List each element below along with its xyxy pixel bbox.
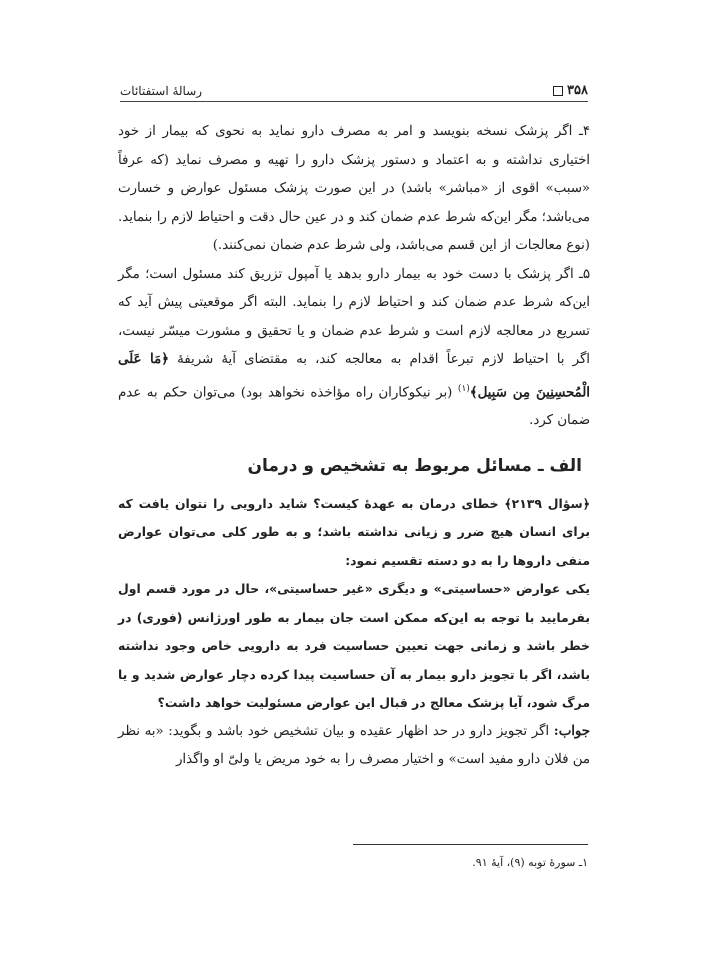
- square-icon: [553, 86, 563, 96]
- footnote-marker: (۱): [457, 383, 470, 394]
- answer-text: اگر تجویز دارو در حد اظهار عقیده و بیان تشخیص خود باشد و بگوید: «به نظر من فلان دارو مفید است» و اختیار مصرف را به خود مریض یا ولیّ او واگذار: [118, 723, 590, 768]
- answer-paragraph: [118, 718, 590, 775]
- body-text: [118, 118, 590, 775]
- footnote: ۱ـ سورهٔ توبه (۹)، آیهٔ ۹۱.: [472, 856, 588, 869]
- footnote-divider: [353, 844, 588, 845]
- question-2139: ﴿سؤال ۲۱۳۹﴾ خطای درمان به عهدهٔ کیست؟ شاید دارویی را نتوان یافت که برای انسان هیچ ضرر و زیانی نداشته باشد؛ و به طور کلی می‌توان عوارض منفی داروها را به دو دسته تقسیم نمود:: [118, 495, 590, 568]
- page-number: [553, 83, 588, 98]
- book-title: رسالهٔ استفتائات: [120, 84, 203, 98]
- question-2139-continued: یکی عوارض «حساسیتی» و دیگری «غیر حساسیتی»، حال در مورد قسم اول بفرمایید با توجه به این‌که ممکن است جان بیمار به طور اورژانس (فوری) در خطر باشد و زمانی جهت تعیین حساسیت فرد به دارویی خاص وجود نداشته باشد، اگر با تجویز دارو بیمار به آن حساسیت پیدا کرده دچار عوارض شدید و یا مرگ شود، آیا پزشک معالج در قبال این عوارض مسئولیت خواهد داشت؟: [118, 581, 590, 711]
- paragraph-5: [118, 261, 590, 436]
- paragraph-4: ۴ـ اگر پزشک نسخه بنویسد و امر به مصرف دارو نماید به نحوی که بیمار از خود اختیاری نداشته و به اعتماد و دستور پزشک دارو را تهیه و مصرف نماید (که عرفاً «سبب» اقوی از «مباشر» باشد) در این صورت پزشک مسئول عوارض و خسارت می‌باشد؛ مگر این‌که شرط عدم ضمان کند و در عین حال دقت و احتیاط لازم را بنماید. (نوع معالجات از این قسم می‌باشد، ولی شرط عدم ضمان نمی‌کنند.): [118, 124, 590, 253]
- running-header: [120, 76, 588, 102]
- quran-verse: ﴿مَا عَلَى الْمُحسِنِينَ مِن سَبِيل﴾: [118, 352, 590, 400]
- section-heading: الف ـ مسائل مربوط به تشخیص و درمان: [247, 455, 582, 476]
- paragraph-5-rest: (بر نیکوکاران راه مؤاخذه نخواهد بود) می‌توان حکم به عدم ضمان کرد.: [118, 384, 590, 429]
- page-number-text: ۳۵۸: [567, 83, 588, 98]
- answer-label: جواب:: [553, 723, 590, 739]
- paragraph-5-text: ۵ـ اگر پزشک با دست خود به بیمار دارو بدهد یا آمپول تزریق کند مسئول است؛ مگر این‌که شرط عدم ضمان کند و احتیاط لازم را بنماید. البته اگر موقعیتی پیش آید که تسریع در معالجه لازم است و شرط عدم ضمان و یا تحقیق و مشورت میسّر نیست، اگر با احتیاط لازم تبرعاً اقدام به معالجه کند، به مقتضای آیهٔ شریفهٔ: [118, 266, 590, 367]
